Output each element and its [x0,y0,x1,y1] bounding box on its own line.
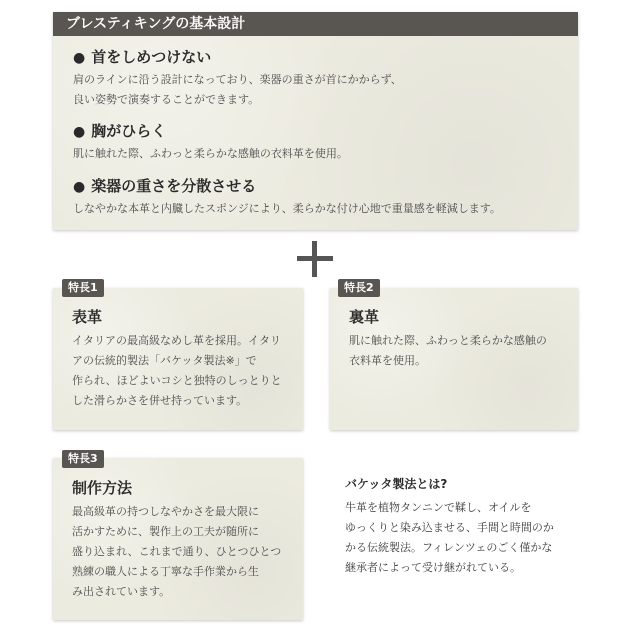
point-desc-line: しなやかな本革と内臓したスポンジにより、柔らかな付け心地で重量感を軽減します。 [73,202,501,215]
point-neck [73,46,402,110]
point-chest [73,120,348,164]
feature-desc-line: 作られ、ほどよいコシと独特のしっとりと [72,374,282,387]
feature-desc-line: 最高級革の持つしなやかさを最大限に [72,505,259,518]
feature-1-badge: 特長1 [62,279,104,297]
note-line: ゆっくりと染み込ませる、手間と時間のか [345,521,554,534]
point-desc-line: 肌に触れた際、ふわっと柔らかな感触の衣料革を使用。 [73,147,348,160]
bullet-dot-icon: ● [73,50,86,66]
note-line: 継承者によって受け継がれている。 [345,561,521,574]
basic-design-panel [53,12,578,230]
feature-3-desc [72,502,281,602]
feature-1-title: 表革 [72,308,103,326]
point-desc-line: 肩のラインに沿う設計になっており、楽器の重さが首にかからず、 [73,73,402,86]
feature-2-desc [349,331,547,371]
feature-2-title: 裏革 [349,308,380,326]
feature-1-desc [72,331,282,411]
feature-desc-line: アの伝統的製法「バケッタ製法※」で [72,354,257,367]
point-title: 胸がひらく [91,122,167,140]
note-line: 牛革を植物タンニンで鞣し、オイルを [345,501,532,514]
feature-desc-line: 盛り込まれ、これまで通り、ひとつひとつ [72,545,282,558]
feature-desc-line: 衣料革を使用。 [349,354,426,367]
basic-design-header: ブレスティキングの基本設計 [53,12,578,36]
feature-desc-line: 肌に触れた際、ふわっと柔らかな感触の [349,334,547,347]
point-desc-line: 良い姿勢で演奏することができます。 [73,93,260,106]
feature-3-title: 制作方法 [72,479,133,497]
feature-desc-line: み出されています。 [72,585,171,598]
bullet-dot-icon: ● [73,179,86,195]
feature-2-badge: 特長2 [338,279,380,297]
feature-desc-line: した滑らかさを併せ持っています。 [72,394,248,407]
plus-icon [297,241,333,277]
point-title: 首をしめつけない [91,48,212,66]
bullet-dot-icon: ● [73,124,86,140]
feature-desc-line: イタリアの最高級なめし革を採用。イタリ [72,334,281,347]
point-title: 楽器の重さを分散させる [91,177,257,195]
point-weight [73,175,501,219]
note-text [345,498,554,578]
note-line: かる伝統製法。フィレンツェのごく僅かな [345,541,553,554]
feature-desc-line: 熟練の職人による丁寧な手作業から生 [72,565,259,578]
feature-3-badge: 特長3 [62,450,104,468]
feature-desc-line: 活かすために、製作上の工夫が随所に [72,525,259,538]
note-title: バケッタ製法とは? [345,477,448,491]
